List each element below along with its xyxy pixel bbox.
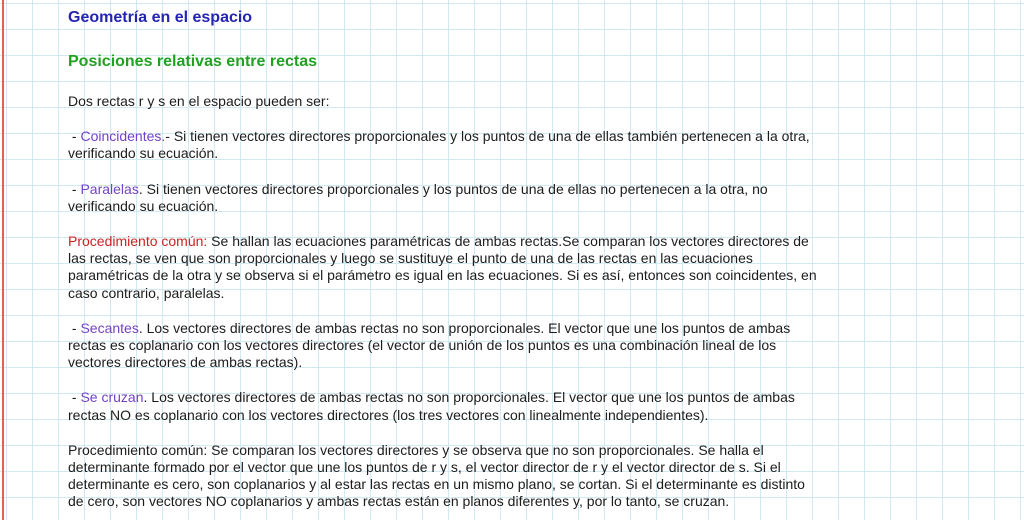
page-title: Geometría en el espacio xyxy=(68,9,253,26)
text-segment: Se hallan las ecuaciones paramétricas de ambas rectas.Se comparan los vectores directores de xyxy=(207,233,809,250)
paragraph-procedimiento-comun-1 xyxy=(68,233,988,302)
highlighted-term: Procedimiento común: xyxy=(68,233,208,250)
paragraph-list xyxy=(68,128,988,510)
text-segment: rectas es coplanario con los vectores directores (el vector de unión de los puntos es una combinación lineal de los xyxy=(68,337,777,354)
text-segment: - Si tienen vectores directores proporcionales y los puntos de una de ellas también pertenecen a la otra, xyxy=(165,128,810,145)
text-segment: Procedimiento común: Se comparan los vectores directores y se observa que no son proporcionales. Se halla el xyxy=(68,441,764,458)
text-segment: - xyxy=(68,389,81,406)
text-segment: paramétricas de la otra y se observa si el parámetro es igual en las ecuaciones. Si es así, entonces son coincidentes, en xyxy=(68,267,817,284)
paragraph-se-cruzan xyxy=(68,389,988,423)
text-segment: . Si tienen vectores directores proporcionales y los puntos de una de ellas no pertenecen a la otra, no xyxy=(138,180,768,197)
text-segment: determinante es cero, son coplanarios y al estar las rectas en un mismo plano, se cortan. Si el determinante es distinto xyxy=(68,476,805,493)
highlighted-term: Se cruzan xyxy=(80,389,144,406)
paragraph-procedimiento-comun-2 xyxy=(68,442,988,511)
paragraph-coincidentes xyxy=(68,128,988,162)
text-segment: . Los vectores directores de ambas rectas no son proporcionales. El vector que une los puntos de ambas xyxy=(138,319,791,336)
section-heading: Posiciones relativas entre rectas xyxy=(68,53,318,70)
text-segment: rectas NO es coplanario con los vectores directores (los tres vectores con linealmente independientes). xyxy=(68,406,709,423)
text-segment: . Los vectores directores de ambas rectas no son proporcionales. El vector que une los puntos de ambas xyxy=(143,389,795,406)
text-segment: determinante formado por el vector que une los puntos de r y s, el vector director de r y el vector director de s. Si el xyxy=(68,459,781,476)
document-content xyxy=(68,8,988,511)
paragraph-paralelas xyxy=(68,181,988,215)
text-segment: verificando su ecuación. xyxy=(68,145,219,162)
text-segment: verificando su ecuación. xyxy=(68,197,219,214)
highlighted-term: Coincidentes. xyxy=(80,128,166,145)
paragraph-secantes xyxy=(68,320,988,372)
text-segment: las rectas, se ven que son proporcionales y luego se sustituye el punto de una de las rectas en las ecuaciones xyxy=(68,250,753,267)
intro-text: Dos rectas r y s en el espacio pueden ser: xyxy=(68,93,330,109)
highlighted-term: Secantes xyxy=(80,319,139,336)
text-segment: - xyxy=(68,128,81,145)
text-segment: de cero, son vectores NO coplanarios y ambas rectas están en planos diferentes y, por lo tanto, se cruzan. xyxy=(68,493,730,510)
text-segment: vectores directores de ambas rectas). xyxy=(68,354,303,371)
text-segment: - xyxy=(68,180,81,197)
text-segment: caso contrario, paralelas. xyxy=(68,284,225,301)
highlighted-term: Paralelas xyxy=(80,180,139,197)
text-segment: - xyxy=(68,319,81,336)
